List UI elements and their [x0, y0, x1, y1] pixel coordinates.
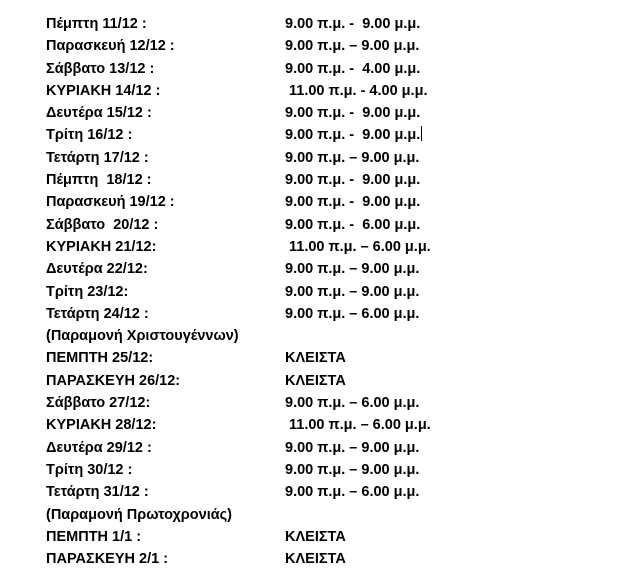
hours-value: 9.00 π.μ. – 9.00 μ.μ.	[285, 439, 420, 456]
day-label: Σάββατο 27/12:	[46, 395, 151, 412]
closed-label: ΚΛΕΙΣΤΑ	[285, 372, 346, 389]
hours-text: 9.00 π.μ. - 9.00 μ.μ.	[285, 127, 421, 144]
schedule-row	[46, 169, 606, 191]
schedule-list	[46, 13, 606, 570]
schedule-note	[46, 504, 606, 526]
day-label: ΠΑΡΑΣΚΕΥΗ 2/1 :	[46, 551, 169, 568]
day-label: Τετάρτη 24/12 :	[46, 305, 149, 322]
note-label: (Παραμονή Πρωτοχρονιάς)	[46, 506, 233, 523]
schedule-row	[46, 347, 606, 369]
schedule-row	[46, 526, 606, 548]
hours-value: 9.00 π.μ. – 6.00 μ.μ.	[285, 305, 420, 322]
hours-value: 11.00 π.μ. – 6.00 μ.μ.	[289, 417, 431, 434]
schedule-row	[46, 437, 606, 459]
schedule-row	[46, 124, 606, 146]
day-label: Δευτέρα 15/12 :	[46, 105, 152, 122]
schedule-row	[46, 481, 606, 503]
day-label: Τετάρτη 17/12 :	[46, 149, 149, 166]
hours-value: 9.00 π.μ. - 9.00 μ.μ.	[285, 16, 421, 32]
day-label: ΠΕΜΠΤΗ 1/1 :	[46, 528, 142, 545]
hours-value: 9.00 π.μ. – 9.00 μ.μ.	[285, 149, 420, 166]
day-label: Παρασκευή 19/12 :	[46, 194, 175, 211]
schedule-row	[46, 392, 606, 414]
day-label: Σάββατο 13/12 :	[46, 60, 155, 77]
schedule-row	[46, 258, 606, 280]
schedule-row	[46, 191, 606, 213]
day-label: Τρίτη 30/12 :	[46, 461, 133, 478]
hours-value: 9.00 π.μ. - 4.00 μ.μ.	[285, 60, 421, 77]
hours-value: 9.00 π.μ. – 6.00 μ.μ.	[285, 484, 420, 501]
day-label: Τρίτη 16/12 :	[46, 127, 133, 144]
schedule-row	[46, 281, 606, 303]
hours-value: 9.00 π.μ. - 9.00 μ.μ.	[285, 194, 421, 211]
schedule-row	[46, 370, 606, 392]
schedule-row	[46, 80, 606, 102]
closed-label: ΚΛΕΙΣΤΑ	[285, 350, 346, 367]
closed-label: ΚΛΕΙΣΤΑ	[285, 551, 346, 568]
day-label: ΚΥΡΙΑΚΗ 21/12:	[46, 238, 157, 255]
hours-value: 9.00 π.μ. - 9.00 μ.μ.	[285, 172, 421, 189]
schedule-row	[46, 236, 606, 258]
schedule-row	[46, 214, 606, 236]
note-label: (Παραμονή Χριστουγέννων)	[46, 328, 239, 345]
hours-value: 9.00 π.μ. – 9.00 μ.μ.	[285, 261, 420, 278]
day-label: Δευτέρα 22/12:	[46, 261, 148, 278]
schedule-row	[46, 58, 606, 80]
hours-value: 11.00 π.μ. - 4.00 μ.μ.	[289, 82, 428, 99]
day-label: Πέμπτη 18/12 :	[46, 172, 152, 189]
day-label: ΠΕΜΠΤΗ 25/12:	[46, 350, 154, 367]
schedule-row	[46, 459, 606, 481]
hours-value: 9.00 π.μ. - 9.00 μ.μ.	[285, 105, 421, 122]
day-label: ΠΑΡΑΣΚΕΥΗ 26/12:	[46, 372, 181, 389]
text-cursor	[421, 126, 422, 141]
schedule-row	[46, 414, 606, 436]
hours-value: 11.00 π.μ. – 6.00 μ.μ.	[289, 238, 431, 255]
hours-value	[285, 124, 422, 146]
day-label: ΚΥΡΙΑΚΗ 14/12 :	[46, 82, 161, 99]
day-label: ΚΥΡΙΑΚΗ 28/12:	[46, 417, 157, 434]
schedule-row	[46, 35, 606, 57]
day-label: Πέμπτη 11/12 :	[46, 16, 147, 32]
closed-label: ΚΛΕΙΣΤΑ	[285, 528, 346, 545]
hours-value: 9.00 π.μ. – 9.00 μ.μ.	[285, 461, 420, 478]
day-label: Παρασκευή 12/12 :	[46, 38, 175, 55]
hours-value: 9.00 π.μ. – 9.00 μ.μ.	[285, 283, 420, 300]
schedule-note	[46, 325, 606, 347]
hours-value: 9.00 π.μ. – 9.00 μ.μ.	[285, 38, 420, 55]
schedule-row	[46, 102, 606, 124]
schedule-row	[46, 303, 606, 325]
hours-value: 9.00 π.μ. – 6.00 μ.μ.	[285, 395, 420, 412]
schedule-row	[46, 548, 606, 570]
day-label: Δευτέρα 29/12 :	[46, 439, 152, 456]
day-label: Τρίτη 23/12:	[46, 283, 129, 300]
schedule-row	[46, 147, 606, 169]
day-label: Σάββατο 20/12 :	[46, 216, 159, 233]
schedule-row	[46, 13, 606, 35]
hours-value: 9.00 π.μ. - 6.00 μ.μ.	[285, 216, 421, 233]
day-label: Τετάρτη 31/12 :	[46, 484, 149, 501]
